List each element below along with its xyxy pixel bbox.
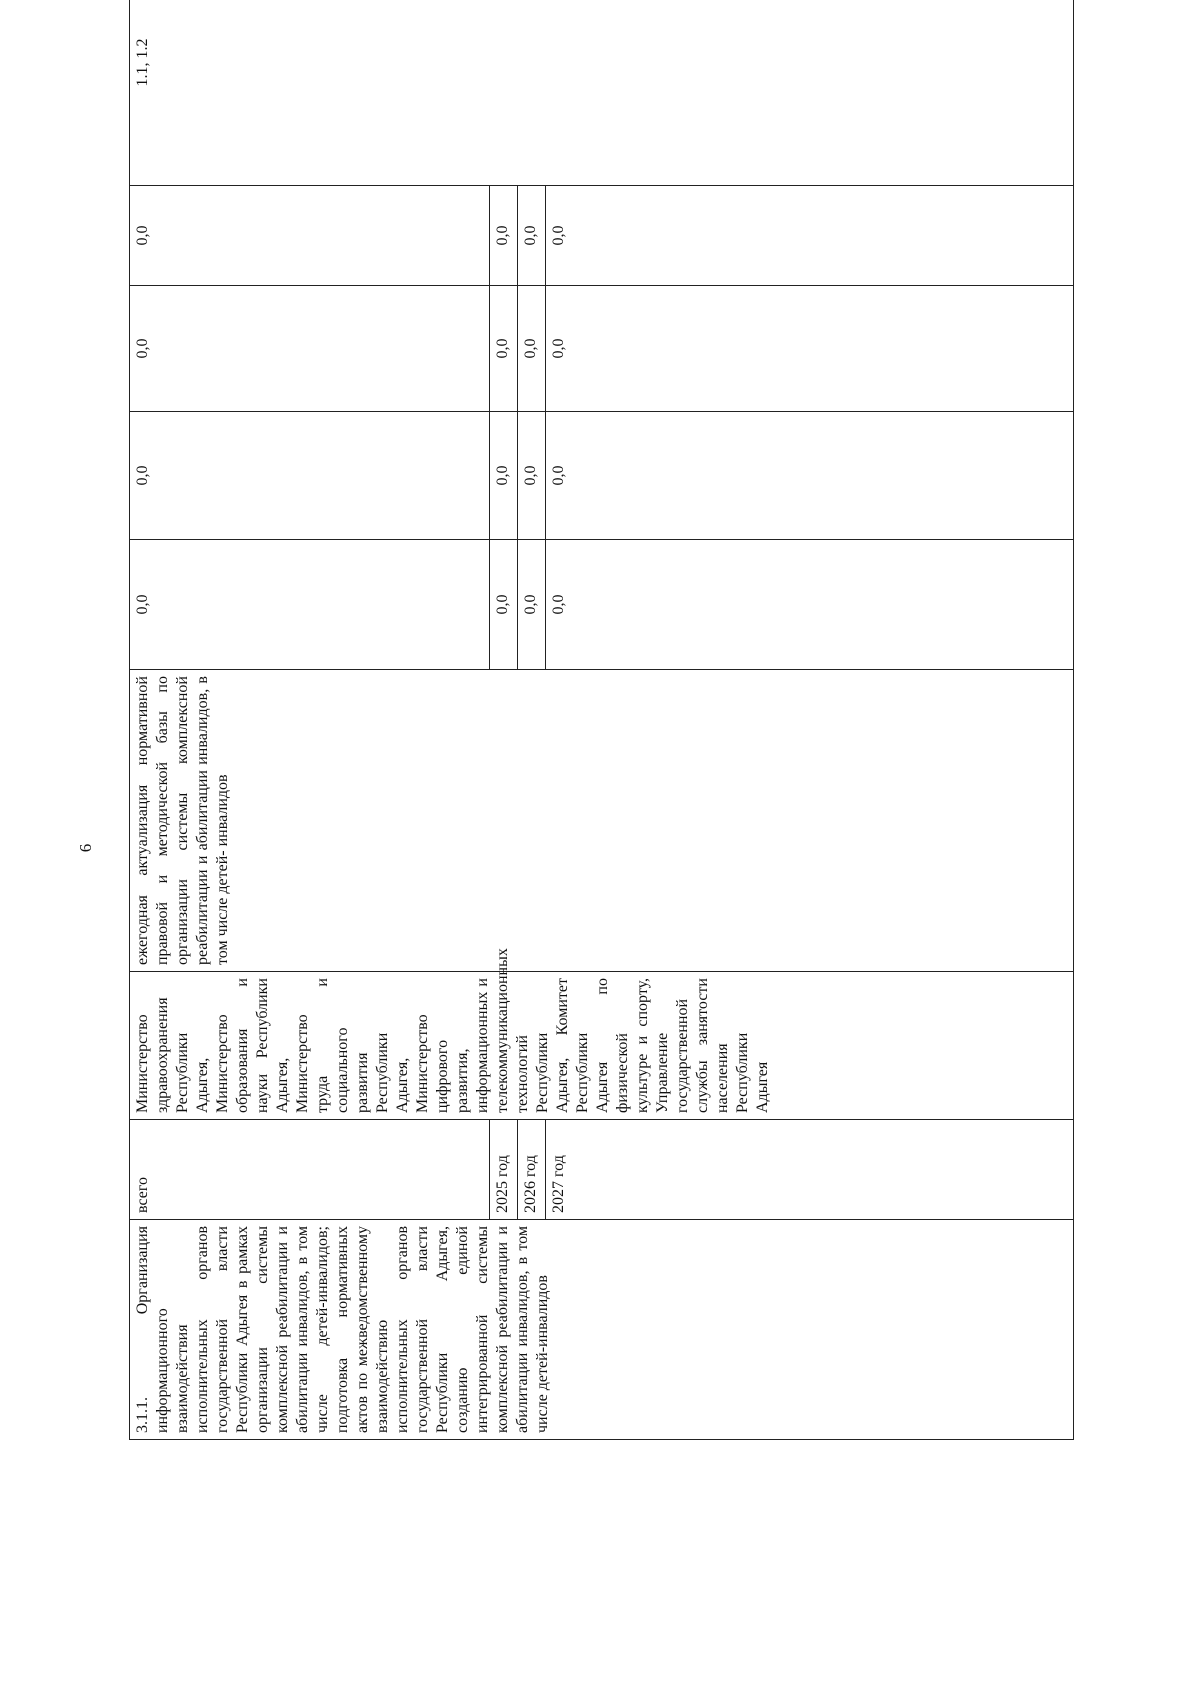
year-text: 2026 год — [522, 1155, 539, 1213]
year-text: 2025 год — [494, 1155, 511, 1213]
value-cell — [546, 286, 1074, 412]
year-cell — [518, 1120, 546, 1220]
value-text: 0,0 — [550, 594, 567, 615]
value-cell — [518, 412, 546, 540]
value-text: 0,0 — [550, 338, 567, 359]
value-text: 0,0 — [522, 594, 539, 615]
value-text: 0,0 — [134, 225, 151, 246]
period-total-cell — [130, 1120, 490, 1220]
year-text: 2027 год — [550, 1155, 567, 1213]
value-cell — [130, 286, 490, 412]
value-cell — [490, 540, 518, 670]
value-text: 0,0 — [134, 594, 151, 615]
value-text: 0,0 — [134, 465, 151, 486]
plan-table — [129, 0, 1074, 1440]
value-cell — [130, 540, 490, 670]
executors-cell — [130, 948, 1074, 1120]
page-number: 6 — [76, 843, 95, 853]
measure-text: 3.1.1. Организация информационного взаимодействия исполнительных органов государственной власти Республики Адыгея в рамках организации системы комплексной реабилитации и абилитации инвалидов, в том числе детей-инвалидов; подготовка нормативных актов по межведомственному взаимодействию исполнительных органов государственной власти Республики Адыгея, созданию единой интегрированной системы комплексной реабилитации и абилитации инвалидов, в том числе детей-инвалидов — [134, 1226, 551, 1433]
value-text: 0,0 — [550, 465, 567, 486]
indicators-text: 1.1, 1.2 — [134, 38, 151, 87]
value-text: 0,0 — [134, 338, 151, 359]
value-cell — [490, 186, 518, 286]
value-cell — [518, 540, 546, 670]
value-text: 0,0 — [522, 225, 539, 246]
value-cell — [546, 540, 1074, 670]
value-cell — [546, 186, 1074, 286]
period-total-text: всего — [134, 1176, 151, 1213]
value-text: 0,0 — [522, 465, 539, 486]
value-cell — [130, 412, 490, 540]
measure-cell — [130, 1220, 1074, 1440]
result-cell — [130, 670, 1074, 972]
value-cell — [490, 286, 518, 412]
year-cell — [546, 1120, 1074, 1220]
value-cell — [518, 186, 546, 286]
value-text: 0,0 — [550, 225, 567, 246]
value-text: 0,0 — [494, 225, 511, 246]
table-row — [130, 0, 490, 1440]
value-text: 0,0 — [522, 338, 539, 359]
value-cell — [518, 286, 546, 412]
value-text: 0,0 — [494, 465, 511, 486]
result-text: ежегодная актуализация нормативной правовой и методической базы по организации системы комплексной реабилитации и абилитации инвалидов, в том числе детей- инвалидов — [134, 676, 231, 965]
year-cell — [490, 1120, 518, 1220]
value-cell — [490, 412, 518, 540]
executors-text: Министерство здравоохранения Республики Адыгея, Министерство образования и науки Республики Адыгея, Министерство труда и социального развития Республики Адыгея, Министерство цифрового развития, информационных и телекоммуникационных технологий Республики Адыгея, Комитет Республики Адыгея по физической культуре и спорту, Управление государственной службы занятости населения Республики Адыгея — [134, 948, 771, 1113]
value-cell — [546, 412, 1074, 540]
value-text: 0,0 — [494, 338, 511, 359]
value-cell — [130, 186, 490, 286]
plan-table-wrapper — [129, 40, 1074, 1440]
value-text: 0,0 — [494, 594, 511, 615]
indicators-cell — [130, 0, 1074, 186]
